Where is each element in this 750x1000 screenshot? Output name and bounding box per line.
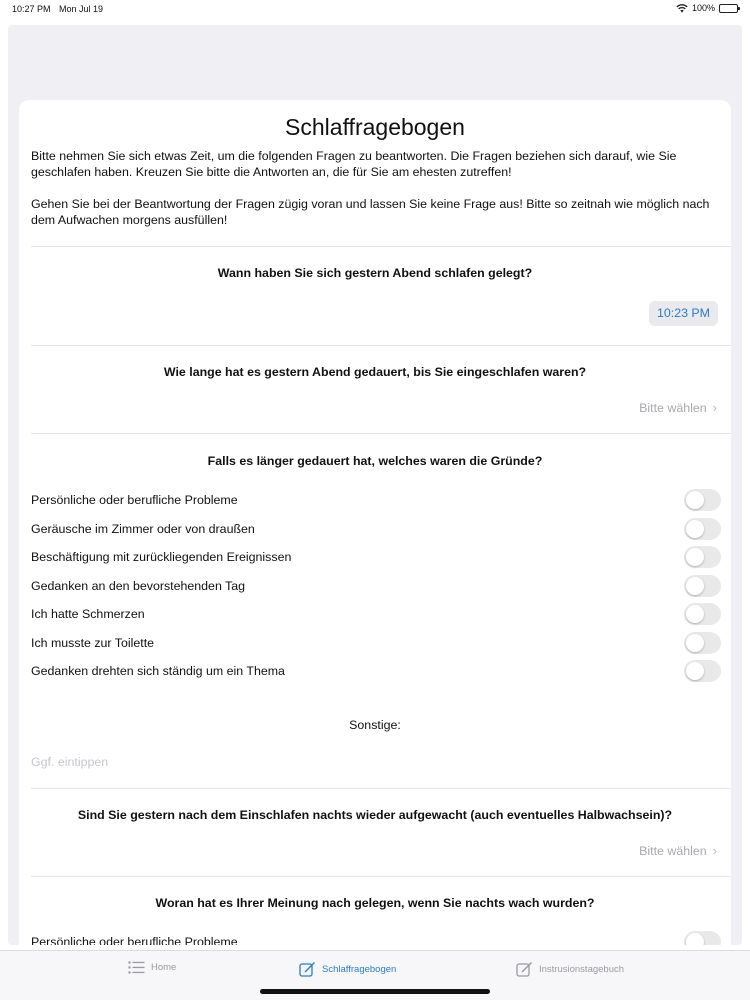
picker-label: Bitte wählen [639,843,707,858]
intro-paragraph-1: Bitte nehmen Sie sich etwas Zeit, um die folgenden Fragen zu beantworten. Die Fragen beziehen sich darauf, wie Sie geschlafen haben. Kreuzen Sie bitte die Antworten an, die für Sie am ehesten zutreffen! [31,149,677,179]
question-night-waking: Sind Sie gestern nach dem Einschlafen nachts wieder aufgewacht (auch eventuelles Halbwachsein)? [77,808,673,822]
chevron-right-icon: › [712,843,717,858]
divider [31,876,731,877]
battery-percent: 100% [691,3,715,13]
reason-toggle[interactable] [684,603,721,625]
reason-toggle[interactable] [684,632,721,654]
picker-label: Bitte wählen [639,400,707,415]
other-reason-input[interactable] [31,752,711,772]
reason-row [31,660,721,682]
chevron-right-icon: › [712,400,717,415]
question-sleep-latency: Wie lange hat es gestern Abend gedauert, bis Sie eingeschlafen waren? [163,365,587,379]
wifi-icon [676,4,688,13]
reason-toggle[interactable] [684,660,721,682]
questionnaire-card [19,100,731,945]
reason-row [31,603,721,625]
waking-reason-row [31,931,721,945]
status-date: Mon Jul 19 [59,4,104,14]
tab-label: Schlaffragebogen [322,964,397,975]
edit-icon [299,961,316,978]
home-indicator[interactable] [260,989,490,994]
reason-label: Persönliche oder berufliche Probleme [31,493,238,507]
sheet-background [8,25,742,945]
reason-toggle[interactable] [684,931,721,945]
intro-text [31,148,721,228]
reason-toggle[interactable] [684,575,721,597]
bedtime-time-picker[interactable]: 10:23 PM [649,301,718,326]
tab-sleep-questionnaire[interactable] [299,961,396,978]
reason-row [31,546,721,568]
divider [31,345,731,346]
night-waking-picker[interactable] [639,843,717,858]
sleep-latency-picker[interactable] [639,400,717,415]
status-time: 10:27 PM [12,4,51,14]
tab-home[interactable] [128,961,176,974]
intro-paragraph-2: Gehen Sie bei der Beantwortung der Fragen zügig voran und lassen Sie keine Frage aus! Bitte so zeitnah wie möglich nach dem Aufwachen morgens ausfüllen! [31,197,710,227]
reason-toggle[interactable] [684,518,721,540]
reason-toggle[interactable] [684,546,721,568]
reason-label: Ich hatte Schmerzen [31,607,145,621]
reason-label: Ich musste zur Toilette [31,636,155,650]
question-waking-reasons: Woran hat es Ihrer Meinung nach gelegen, wenn Sie nachts wach wurden? [155,896,595,910]
reason-row [31,489,721,511]
battery-icon [719,4,738,13]
page-title: Schlaffragebogen [285,114,465,140]
other-label: Sonstige: [349,718,401,732]
question-bedtime: Wann haben Sie sich gestern Abend schlafen gelegt? [217,266,533,280]
edit-icon [516,961,533,978]
reason-label: Gedanken an den bevorstehenden Tag [31,579,246,593]
list-icon [128,961,145,974]
reason-row [31,575,721,597]
tab-label: Instrusionstagebuch [539,964,625,975]
tab-intrusion-diary[interactable] [516,961,624,978]
reason-label: Gedanken drehten sich ständig um ein Thema [31,664,285,678]
divider [31,788,731,789]
reason-label: Beschäftigung mit zurückliegenden Ereignissen [31,550,292,564]
reason-label: Geräusche im Zimmer oder von draußen [31,522,255,536]
reason-label: Persönliche oder berufliche Probleme [31,935,238,945]
reason-row [31,632,721,654]
reason-row [31,518,721,540]
tab-label: Home [151,962,177,973]
divider [31,246,731,247]
reason-toggle[interactable] [684,489,721,511]
status-right [676,3,738,13]
question-reasons: Falls es länger gedauert hat, welches waren die Gründe? [207,454,543,468]
divider [31,433,731,434]
status-bar [0,0,750,20]
